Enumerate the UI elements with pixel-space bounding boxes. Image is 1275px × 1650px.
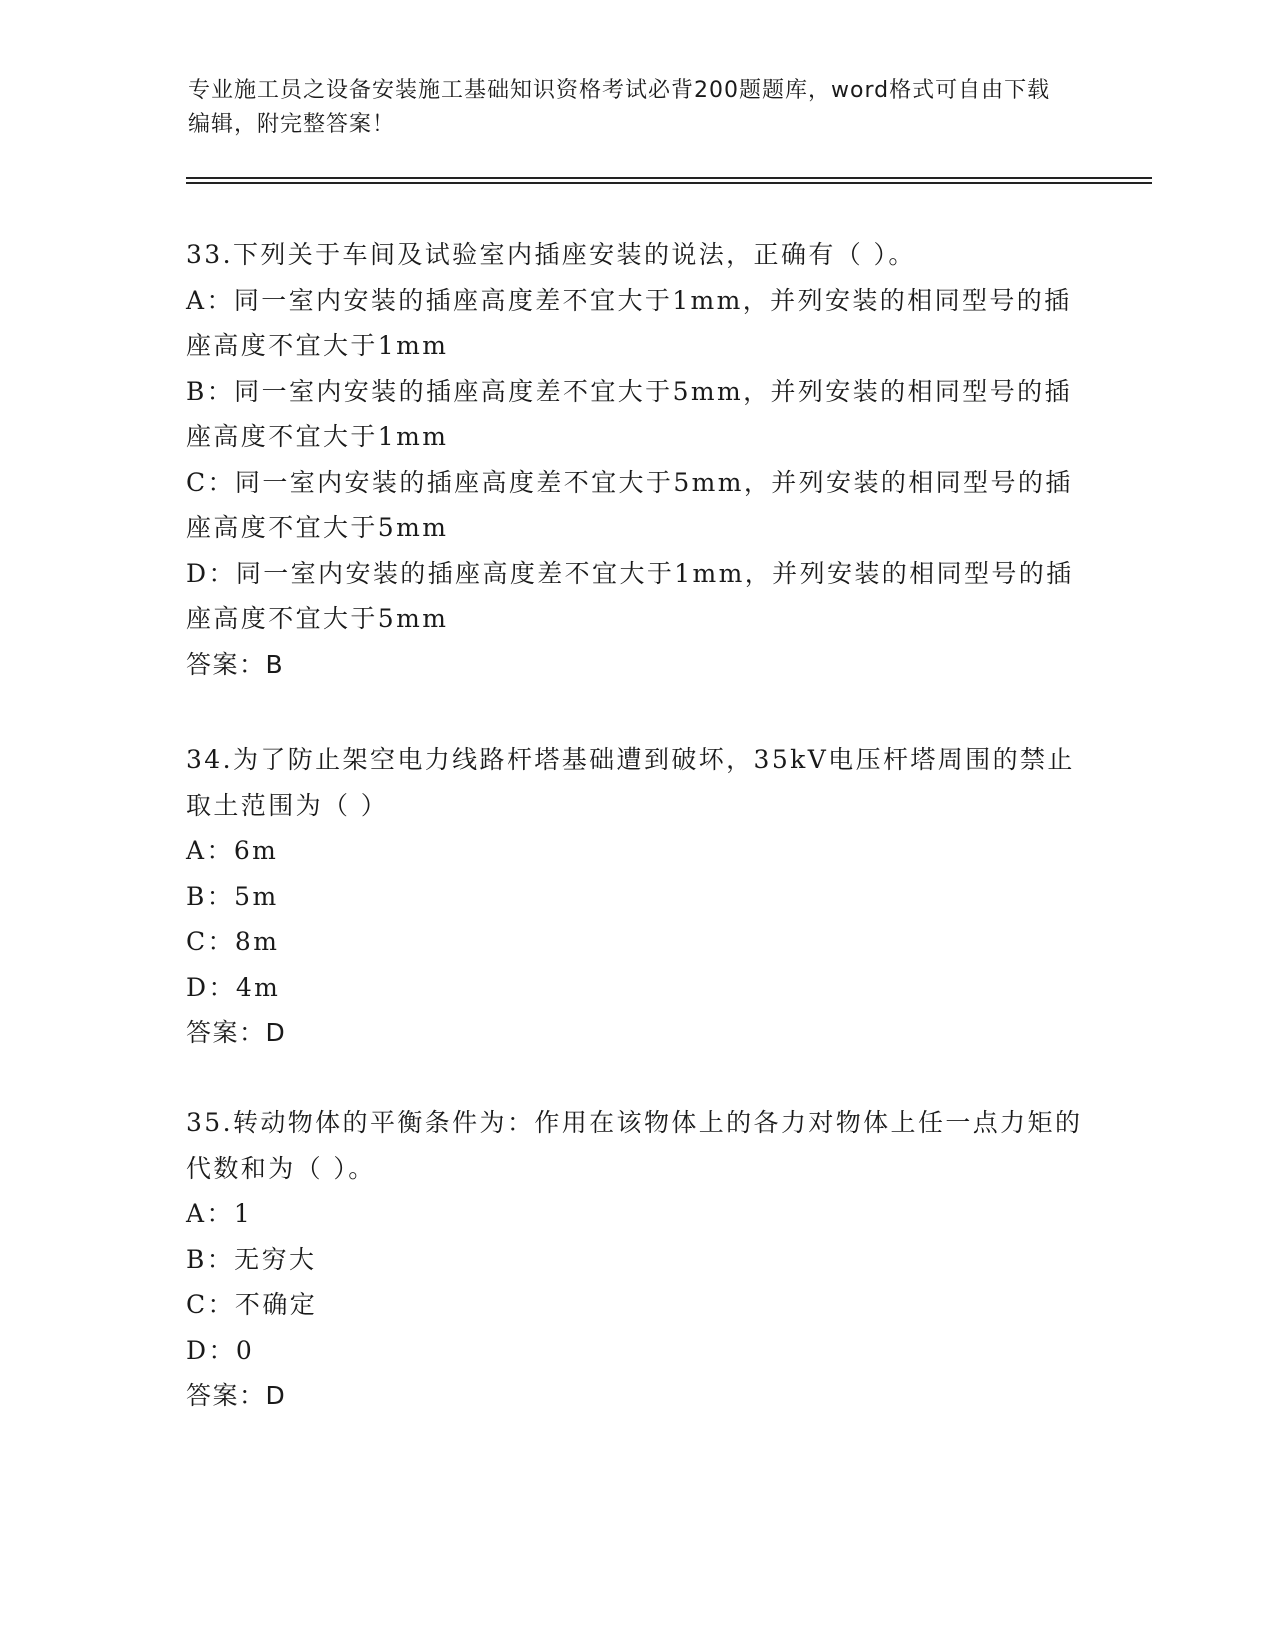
option-b: B：同一室内安装的插座高度差不宜大于5mm，并列安装的相同型号的插座高度不宜大于1mm [186, 376, 1072, 451]
option-b: B：5m [186, 881, 279, 911]
option-c: C：同一室内安装的插座高度差不宜大于5mm，并列安装的相同型号的插座高度不宜大于5mm [186, 467, 1073, 542]
document-title: 专业施工员之设备安装施工基础知识资格考试必背200题题库，word格式可自由下载编辑，附完整答案！ [188, 78, 1051, 137]
option-c: C：不确定 [186, 1290, 318, 1319]
option-d: D：4m [186, 972, 281, 1002]
header-divider-top [186, 177, 1152, 179]
option-d: D：同一室内安装的插座高度差不宜大于1mm，并列安装的相同型号的插座高度不宜大于5mm [186, 558, 1074, 633]
option-a: A：1 [186, 1199, 253, 1228]
answer: 答案：B [186, 649, 285, 679]
answer: 答案：D [186, 1018, 287, 1047]
header-divider-bottom [186, 182, 1152, 184]
option-a: A：6m [186, 836, 279, 865]
answer: 答案：D [186, 1381, 287, 1410]
question-35 [186, 1100, 1086, 1419]
option-b: B：无穷大 [186, 1244, 317, 1274]
option-d: D：0 [186, 1335, 255, 1365]
question-stem: 34.为了防止架空电力线路杆塔基础遭到破坏，35kV电压杆塔周围的禁止取土范围为（ ） [186, 745, 1075, 820]
question-33 [186, 232, 1086, 687]
question-34 [186, 737, 1086, 1056]
option-c: C：8m [186, 927, 280, 956]
question-stem: 35.转动物体的平衡条件为：作用在该物体上的各力对物体上任一点力矩的代数和为（ ）。 [186, 1108, 1083, 1183]
question-stem: 33.下列关于车间及试验室内插座安装的说法，正确有（ ）。 [186, 240, 916, 269]
option-a: A：同一室内安装的插座高度差不宜大于1mm，并列安装的相同型号的插座高度不宜大于1mm [186, 285, 1072, 360]
